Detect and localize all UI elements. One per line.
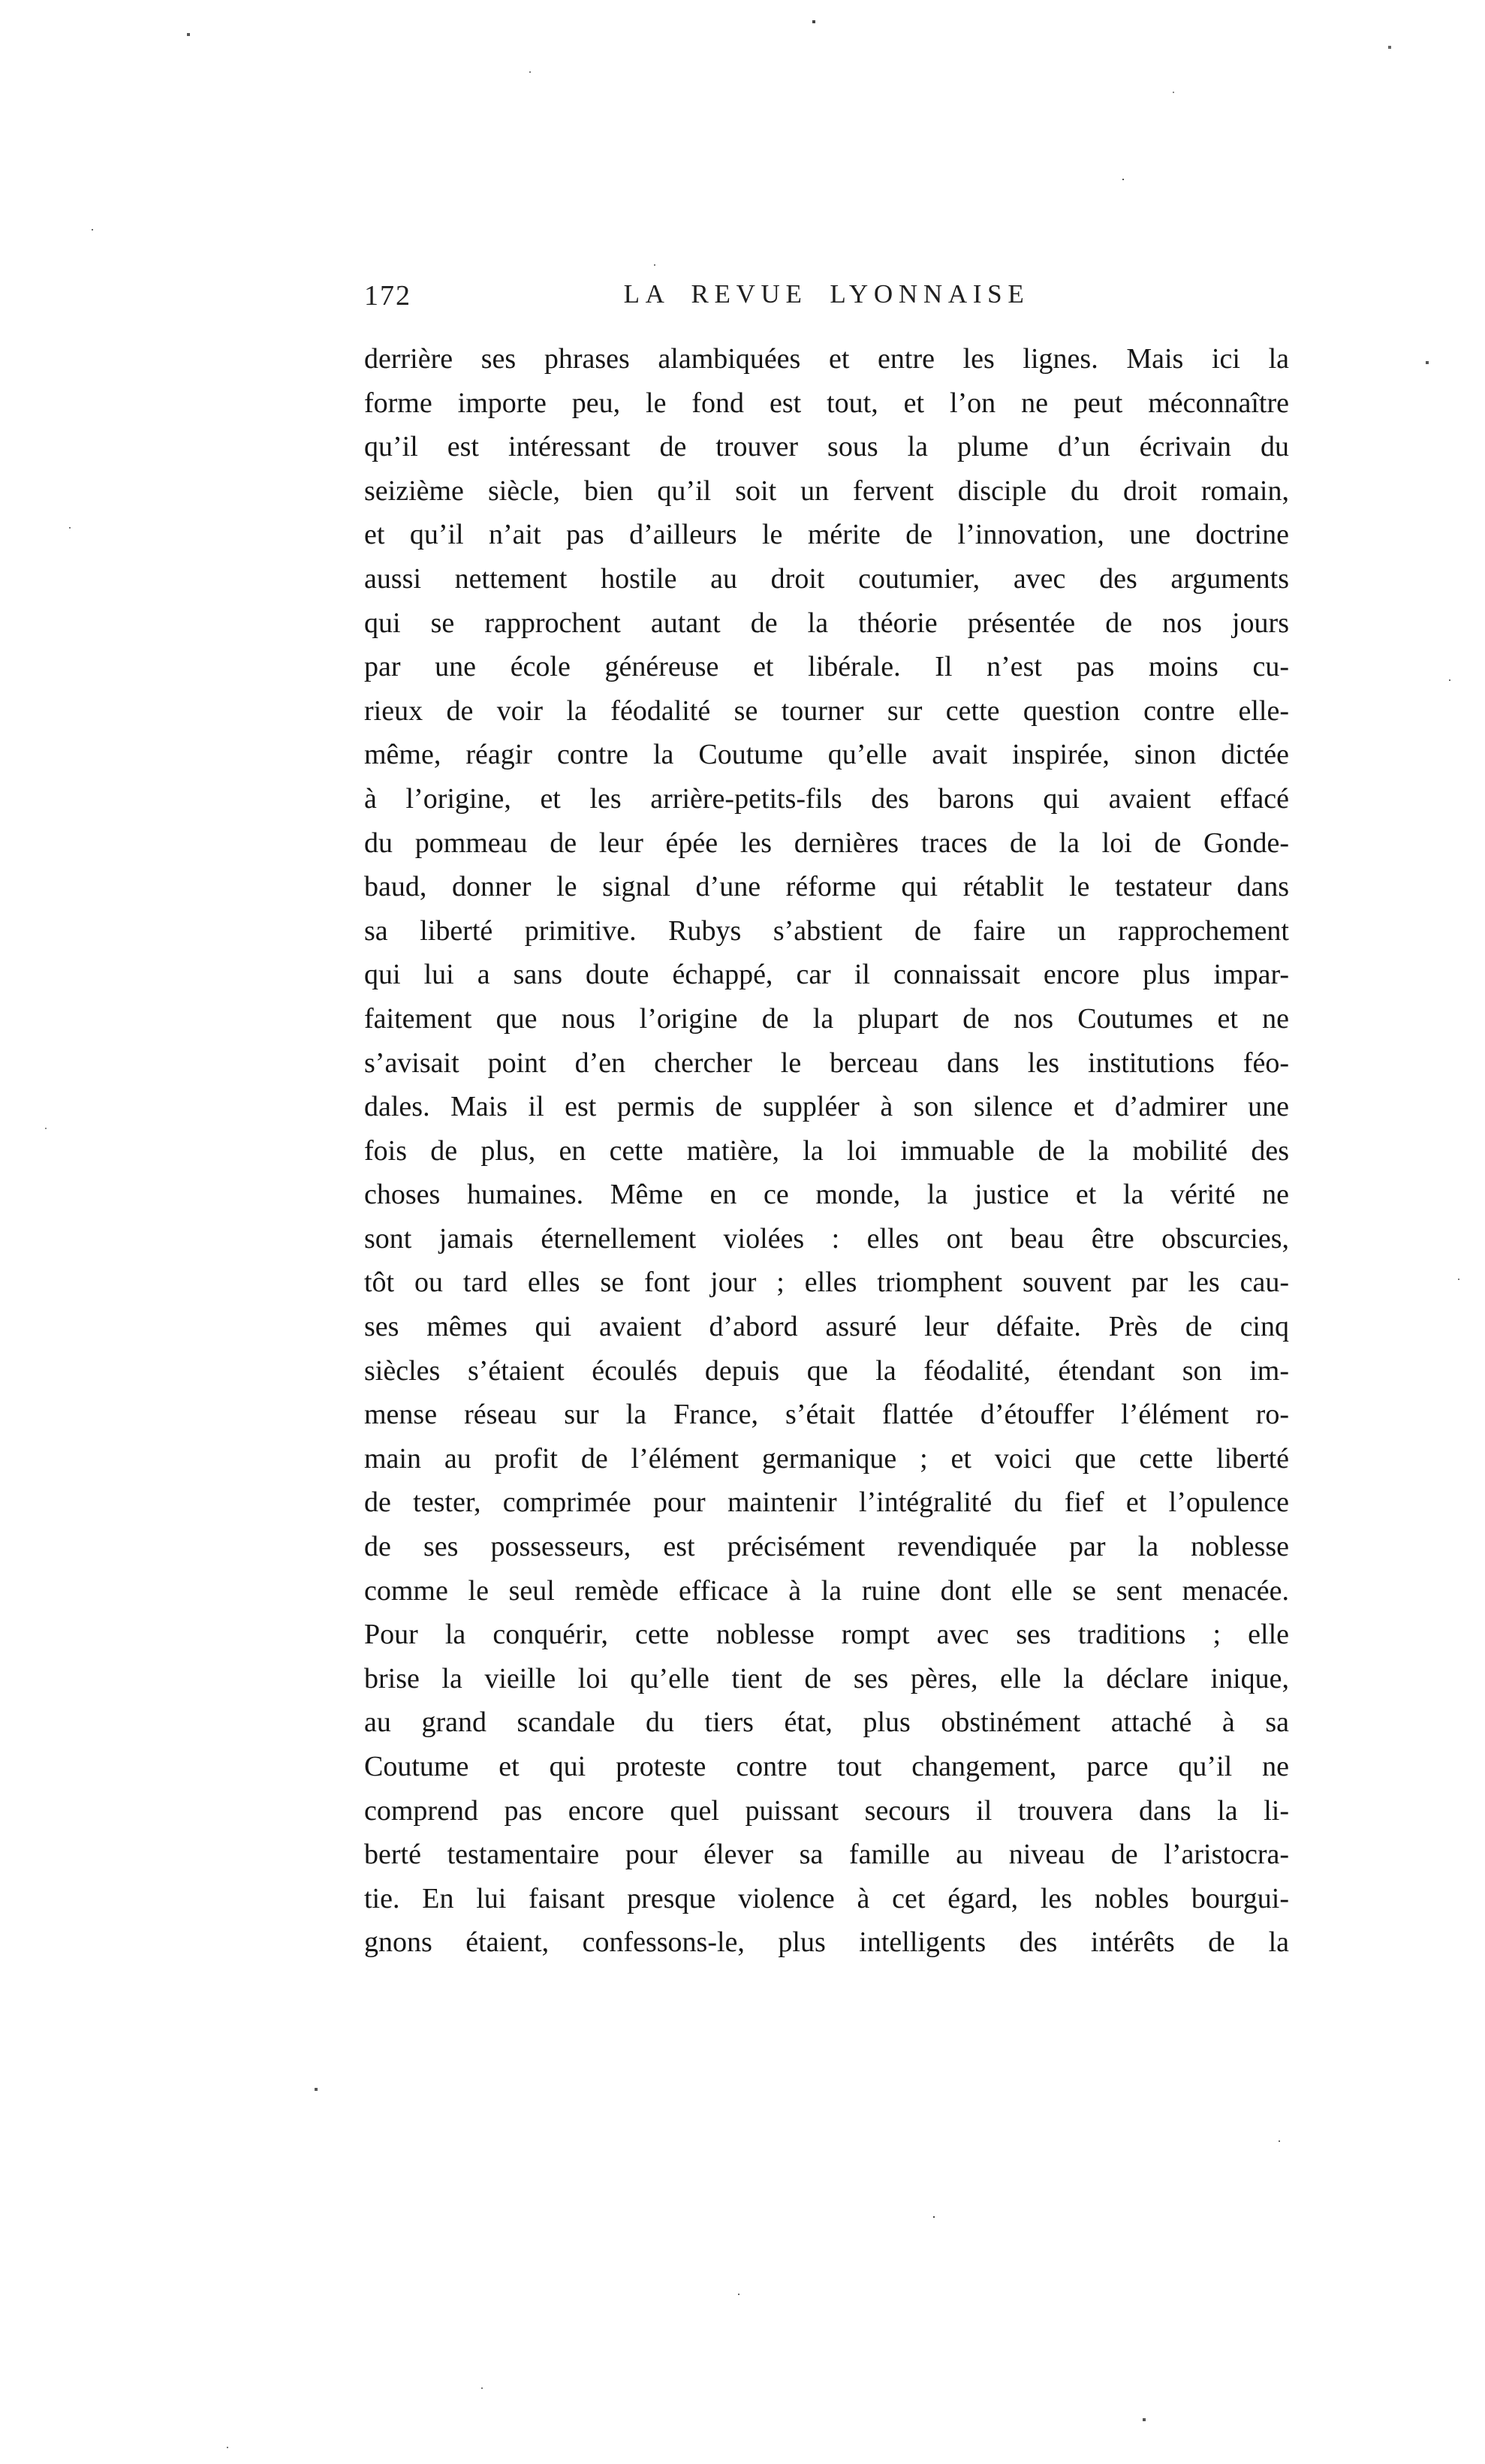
text-line: choses humaines. Même en ce monde, la justice et la vérité ne [364,1179,1289,1211]
text-line: s’avisait point d’en chercher le berceau dans les institutions féo- [364,1047,1289,1079]
text-line: Pour la conquérir, cette noblesse rompt avec ses traditions ; elle [364,1619,1289,1651]
text-line: par une école généreuse et libérale. Il n’est pas moins cu- [364,651,1289,683]
text-line: qu’il est intéressant de trouver sous la plume d’un écrivain du [364,431,1289,463]
text-line: comme le seul remède efficace à la ruine dont elle se sent menacée. [364,1574,1289,1607]
text-line: derrière ses phrases alambiquées et entre les lignes. Mais ici la [364,343,1289,375]
text-line: de tester, comprimée pour maintenir l’intégralité du fief et l’opulence [364,1487,1289,1519]
text-line: Coutume et qui proteste contre tout changement, parce qu’il ne [364,1751,1289,1782]
text-line: dales. Mais il est permis de suppléer à son silence et d’admirer une [364,1091,1289,1123]
text-line: sont jamais éternellement violées : elles ont beau être obscurcies, [364,1222,1289,1255]
text-line: siècles s’étaient écoulés depuis que la féodalité, étendant son im- [364,1354,1289,1387]
text-line: baud, donner le signal d’une réforme qui rétablit le testateur dans [364,871,1289,903]
running-title: LA REVUE LYONNAISE [623,279,1030,309]
text-line: main au profit de l’élément germanique ; et voici que cette liberté [364,1442,1289,1474]
text-line: gnons étaient, confessons-le, plus intelligents des intérêts de la [364,1926,1289,1959]
text-line: mense réseau sur la France, s’était flattée d’étouffer l’élément ro- [364,1399,1289,1431]
text-line: comprend pas encore quel puissant secours il trouvera dans la li- [364,1794,1289,1827]
text-line: faitement que nous l’origine de la plupart de nos Coutumes et ne [364,1002,1289,1035]
page-header [364,279,1289,317]
text-line: du pommeau de leur épée les dernières traces de la loi de Gonde- [364,827,1289,859]
text-line: à l’origine, et les arrière-petits-fils des barons qui avaient effacé [364,782,1289,815]
text-line: même, réagir contre la Coutume qu’elle avait inspirée, sinon dictée [364,739,1289,771]
text-line: ses mêmes qui avaient d’abord assuré leur défaite. Près de cinq [364,1311,1289,1343]
text-line: fois de plus, en cette matière, la loi immuable de la mobilité des [364,1134,1289,1167]
text-line: qui lui a sans doute échappé, car il connaissait encore plus impar- [364,959,1289,991]
text-line: seizième siècle, bien qu’il soit un fervent disciple du droit romain, [364,474,1289,507]
text-line: tôt ou tard elles se font jour ; elles triomphent souvent par les cau- [364,1267,1289,1299]
page-number: 172 [364,280,411,312]
text-line: et qu’il n’ait pas d’ailleurs le mérite de l’innovation, une doctrine [364,519,1289,551]
text-line: berté testamentaire pour élever sa famille au niveau de l’aristocra- [364,1839,1289,1871]
text-line: tie. En lui faisant presque violence à cet égard, les nobles bourgui- [364,1882,1289,1914]
text-line: brise la vieille loi qu’elle tient de ses pères, elle la déclare inique, [364,1662,1289,1694]
text-line: forme importe peu, le fond est tout, et l’on ne peut méconnaître [364,387,1289,419]
text-line: rieux de voir la féodalité se tourner sur cette question contre elle- [364,694,1289,727]
scan-noise-specks [0,0,2,2]
text-line: au grand scandale du tiers état, plus obstinément attaché à sa [364,1706,1289,1739]
body-paragraph [364,337,1289,1965]
text-line: sa liberté primitive. Rubys s’abstient de faire un rapprochement [364,914,1289,947]
text-line: aussi nettement hostile au droit coutumier, avec des arguments [364,562,1289,595]
text-line: de ses possesseurs, est précisément revendiquée par la noblesse [364,1531,1289,1563]
text-line: qui se rapprochent autant de la théorie présentée de nos jours [364,607,1289,639]
